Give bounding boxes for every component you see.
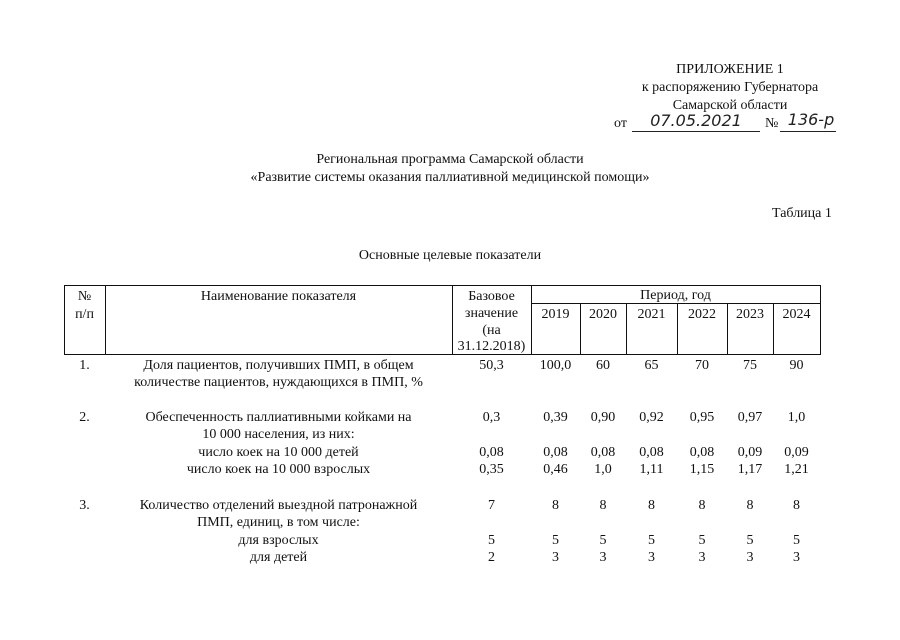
header-no: № bbox=[77, 289, 92, 304]
subrow-value-2019: 0,46 bbox=[543, 462, 568, 477]
subrow-base-value: 2 bbox=[488, 550, 495, 565]
header-name: Наименование показателя bbox=[200, 289, 357, 304]
row-name-line2: ПМП, единиц, в том числе: bbox=[197, 515, 360, 530]
row-name-line2: 10 000 населения, из них: bbox=[202, 427, 355, 442]
subrow-value-2021: 5 bbox=[648, 533, 655, 548]
header-period: Период, год bbox=[640, 288, 711, 303]
header-year: 2020 bbox=[589, 307, 617, 322]
row-value-2023: 8 bbox=[746, 498, 754, 513]
row-base-value: 50,3 bbox=[479, 358, 504, 373]
header-base-2: значение bbox=[464, 306, 519, 321]
header-year: 2023 bbox=[736, 307, 764, 322]
subrow-value-2024: 0,09 bbox=[784, 445, 809, 460]
subrow-value-2023: 5 bbox=[746, 533, 754, 548]
appendix-line1: к распоряжению Губернатора bbox=[641, 80, 819, 95]
subrow-value-2023: 3 bbox=[746, 550, 754, 565]
appendix-number: 136-р bbox=[787, 110, 835, 129]
header-year: 2022 bbox=[688, 307, 716, 322]
subrow-base-value: 5 bbox=[488, 533, 495, 548]
subrow-base-value: 0,35 bbox=[479, 462, 504, 477]
table-label: Таблица 1 bbox=[772, 206, 832, 221]
subrow-value-2022: 5 bbox=[698, 533, 706, 548]
header-base-1: Базовое bbox=[468, 289, 515, 304]
row-value-2020: 8 bbox=[599, 498, 607, 513]
table-title: Основные целевые показатели bbox=[358, 248, 542, 263]
header-base-3: (на bbox=[482, 323, 501, 338]
program-title-line1: Региональная программа Самарской области bbox=[316, 152, 584, 167]
appendix-title: ПРИЛОЖЕНИЕ 1 bbox=[676, 62, 784, 77]
subrow-value-2024: 5 bbox=[793, 533, 800, 548]
row-value-2023: 75 bbox=[743, 358, 757, 373]
subrow-value-2024: 3 bbox=[793, 550, 800, 565]
subrow-value-2020: 0,08 bbox=[590, 445, 616, 460]
subrow-value-2019: 5 bbox=[552, 533, 559, 548]
subrow-value-2022: 1,15 bbox=[689, 462, 715, 477]
row-value-2020: 60 bbox=[596, 358, 610, 373]
subrow-value-2021: 3 bbox=[648, 550, 655, 565]
subrow-value-2019: 0,08 bbox=[543, 445, 568, 460]
subrow-value-2020: 5 bbox=[599, 533, 607, 548]
row-name-line2: количестве пациентов, нуждающихся в ПМП, % bbox=[134, 375, 423, 390]
subrow-value-2020: 1,0 bbox=[594, 462, 612, 477]
subrow-value-2023: 0,09 bbox=[737, 445, 763, 460]
subrow-base-value: 0,08 bbox=[479, 445, 504, 460]
subrow-value-2024: 1,21 bbox=[784, 462, 809, 477]
header-year: 2021 bbox=[637, 307, 666, 322]
header-year: 2019 bbox=[541, 307, 570, 322]
appendix-from-label: от bbox=[614, 116, 627, 131]
header-base-4: 31.12.2018) bbox=[457, 339, 526, 354]
row-number: 2. bbox=[79, 410, 90, 425]
row-name-line1: Обеспеченность паллиативными койками на bbox=[145, 410, 412, 425]
row-base-value: 0,3 bbox=[482, 410, 501, 425]
subrow-value-2021: 1,11 bbox=[639, 462, 664, 477]
appendix-no-label: № bbox=[765, 116, 779, 131]
date-underline bbox=[632, 131, 760, 132]
row-value-2021: 0,92 bbox=[639, 410, 664, 425]
row-name-line1: Доля пациентов, получивших ПМП, в общем bbox=[143, 358, 414, 373]
row-number: 1. bbox=[79, 358, 90, 373]
appendix-line2: Самарской области bbox=[672, 98, 788, 113]
subrow-name: для взрослых bbox=[238, 533, 319, 548]
table-vline bbox=[820, 285, 821, 355]
appendix-date: 07.05.2021 bbox=[650, 111, 742, 130]
row-number: 3. bbox=[79, 498, 90, 513]
row-value-2020: 0,90 bbox=[590, 410, 616, 425]
subrow-name: для детей bbox=[249, 550, 308, 565]
row-value-2019: 0,39 bbox=[543, 410, 568, 425]
table-line-top bbox=[64, 285, 820, 286]
subrow-name: число коек на 10 000 детей bbox=[198, 445, 359, 460]
row-value-2019: 100,0 bbox=[539, 358, 572, 373]
row-name-line1: Количество отделений выездной патронажной bbox=[139, 498, 418, 513]
subrow-value-2019: 3 bbox=[552, 550, 559, 565]
row-base-value: 7 bbox=[488, 498, 495, 513]
row-value-2024: 8 bbox=[793, 498, 800, 513]
subrow-value-2023: 1,17 bbox=[737, 462, 763, 477]
row-value-2022: 0,95 bbox=[689, 410, 715, 425]
subrow-value-2020: 3 bbox=[599, 550, 607, 565]
row-value-2024: 90 bbox=[789, 358, 804, 373]
subrow-value-2021: 0,08 bbox=[639, 445, 664, 460]
subrow-value-2022: 0,08 bbox=[689, 445, 715, 460]
row-value-2021: 8 bbox=[648, 498, 655, 513]
row-value-2022: 70 bbox=[695, 358, 709, 373]
row-value-2023: 0,97 bbox=[737, 410, 763, 425]
row-value-2022: 8 bbox=[698, 498, 706, 513]
header-no-sub: п/п bbox=[75, 307, 94, 322]
subrow-value-2022: 3 bbox=[698, 550, 706, 565]
row-value-2019: 8 bbox=[552, 498, 559, 513]
subrow-name: число коек на 10 000 взрослых bbox=[186, 462, 371, 477]
row-value-2021: 65 bbox=[644, 358, 659, 373]
program-title-line2: «Развитие системы оказания паллиативной медицинской помощи» bbox=[250, 170, 650, 185]
number-underline bbox=[780, 131, 836, 132]
row-value-2024: 1,0 bbox=[787, 410, 806, 425]
table-line-header-bottom bbox=[64, 354, 820, 355]
header-year: 2024 bbox=[782, 307, 811, 322]
